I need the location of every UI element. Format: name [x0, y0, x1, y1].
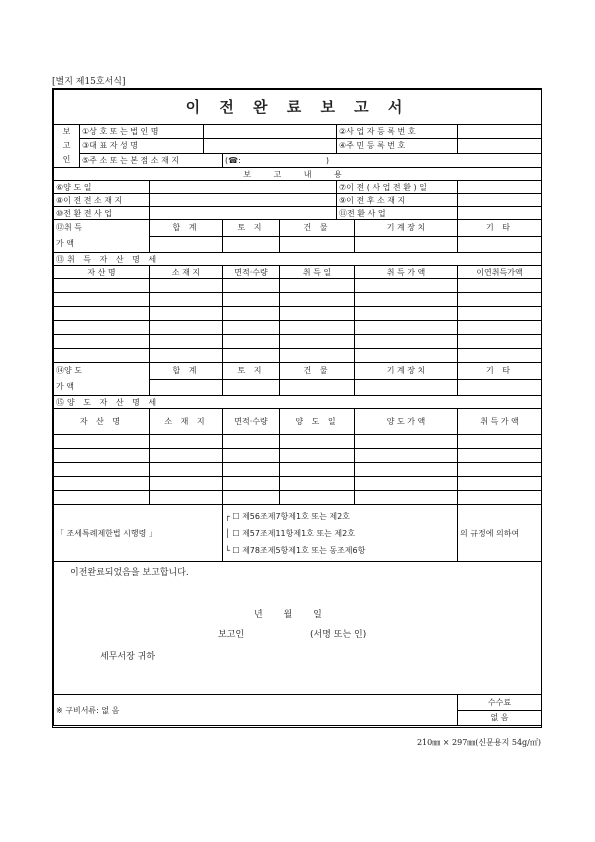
company-name-label: ①상 호 또 는 법 인 명 — [80, 125, 204, 139]
acq-col-building: 건 물 — [280, 220, 355, 237]
transfer-date-field[interactable] — [150, 181, 337, 194]
acq-total-field[interactable] — [150, 236, 223, 253]
checkbox-icon[interactable]: ┌ ☐ — [225, 511, 240, 521]
fee-label: 수수료 — [458, 695, 542, 711]
tr-other-field[interactable] — [458, 379, 542, 396]
relocation-date-field[interactable] — [458, 181, 542, 194]
address-label: ⑤주 소 또 는 본 점 소 재 지 — [80, 153, 223, 167]
tr-detail-col-acq-price: 취 득 가 액 — [458, 409, 542, 435]
acquired-assets-title: ⑬취 득 자 산 명 세 — [54, 253, 542, 266]
table-row — [54, 307, 542, 321]
table-row — [54, 335, 542, 349]
table-row — [54, 321, 542, 335]
new-location-label: ⑨이 전 후 소 재 지 — [337, 194, 458, 207]
tr-detail-col-date: 양 도 일 — [280, 409, 355, 435]
checkbox-icon[interactable]: └ ☐ — [225, 545, 240, 555]
tr-detail-col-area: 면적·수량 — [223, 409, 280, 435]
acquisition-price-label: ⑫취 득 가 액 — [54, 220, 150, 253]
prev-business-field[interactable] — [150, 207, 337, 220]
fee-value: 없 음 — [458, 710, 542, 726]
tr-detail-col-price: 양 도 가 액 — [355, 409, 458, 435]
law-option-1[interactable]: ┌ ☐ 제56조제7항제1호 또는 제2호 — [225, 511, 350, 521]
report-content-header: 보 고 내 용 — [54, 168, 542, 181]
converted-business-field[interactable] — [458, 207, 542, 220]
tr-detail-col-location: 소 재 지 — [150, 409, 223, 435]
tr-col-building: 건 물 — [280, 363, 355, 380]
prev-location-label: ⑧이 전 전 소 재 지 — [54, 194, 150, 207]
converted-business-label: ⑪전 환 사 업 — [337, 207, 458, 220]
company-name-field[interactable] — [204, 125, 337, 139]
tr-land-field[interactable] — [223, 379, 280, 396]
paper-spec: 210㎜ × 297㎜(신문용지 54g/㎡) — [416, 738, 541, 747]
address-field[interactable] — [223, 153, 542, 167]
resident-reg-label: ④주 민 등 록 번 호 — [337, 139, 458, 153]
relocation-date-label: ⑦이 전 ( 사 업 전 환 ) 일 — [337, 181, 458, 194]
closing-statement: 이전완료되었음을 보고합니다. — [70, 568, 189, 578]
acq-detail-col-price: 취 득 가 액 — [355, 266, 458, 279]
signature-field[interactable]: (서명 또는 인) — [310, 630, 367, 640]
law-options — [223, 505, 458, 562]
acq-other-field[interactable] — [458, 236, 542, 253]
resident-reg-field[interactable] — [458, 139, 542, 153]
acq-building-field[interactable] — [280, 236, 355, 253]
acq-col-total: 합 계 — [150, 220, 223, 237]
table-row — [54, 463, 542, 477]
reporter-sign-label: 보고인 — [218, 630, 245, 640]
law-option-3[interactable]: └ ☐ 제78조제5항제1호 또는 동조제6항 — [225, 545, 366, 555]
checkbox-icon[interactable]: │ ☐ — [225, 528, 240, 538]
acq-detail-col-date: 취 득 일 — [280, 266, 355, 279]
phone-label: (☎: — [225, 155, 241, 165]
prev-business-label: ⑩전 환 전 사 업 — [54, 207, 150, 220]
new-location-field[interactable] — [458, 194, 542, 207]
reporter-label: 보 고 인 — [54, 125, 80, 168]
phone-close: ) — [325, 155, 329, 165]
transferred-assets-title: ⑮양 도 자 산 명 세 — [54, 396, 542, 409]
table-row — [54, 491, 542, 505]
table-row — [54, 449, 542, 463]
acq-detail-col-asset: 자 산 명 — [54, 266, 150, 279]
representative-field[interactable] — [204, 139, 337, 153]
tr-building-field[interactable] — [280, 379, 355, 396]
tr-total-field[interactable] — [150, 379, 223, 396]
tr-col-land: 토 지 — [223, 363, 280, 380]
table-row — [54, 349, 542, 363]
law-reference-right: 의 규정에 의하여 — [458, 505, 542, 562]
acq-machinery-field[interactable] — [355, 236, 458, 253]
closing-area — [54, 562, 542, 695]
acq-col-land: 토 지 — [223, 220, 280, 237]
form-table — [53, 89, 542, 726]
addressee: 세무서장 귀하 — [100, 652, 156, 662]
table-row — [54, 477, 542, 491]
acq-col-other: 기 타 — [458, 220, 542, 237]
acq-land-field[interactable] — [223, 236, 280, 253]
transfer-price-label: ⑭양 도 가 액 — [54, 363, 150, 396]
acq-col-machinery: 기 계 장 치 — [355, 220, 458, 237]
representative-label: ③대 표 자 성 명 — [80, 139, 204, 153]
form-number: [별지 제15호서식] — [52, 77, 126, 87]
table-row — [54, 293, 542, 307]
tr-machinery-field[interactable] — [355, 379, 458, 396]
acq-detail-col-location: 소 재 지 — [150, 266, 223, 279]
report-form — [52, 88, 542, 728]
table-row — [54, 435, 542, 449]
tr-detail-col-asset: 자 산 명 — [54, 409, 150, 435]
tr-col-machinery: 기 계 장 치 — [355, 363, 458, 380]
attachments: ※ 구비서류: 없 음 — [54, 695, 458, 726]
tr-col-total: 합 계 — [150, 363, 223, 380]
prev-location-field[interactable] — [150, 194, 337, 207]
form-title: 이 전 완 료 보 고 서 — [54, 90, 542, 125]
date-line[interactable]: 년 월 일 — [254, 610, 322, 620]
tr-col-other: 기 타 — [458, 363, 542, 380]
law-option-2[interactable]: │ ☐ 제57조제11항제1호 또는 제2호 — [225, 528, 355, 538]
table-row — [54, 279, 542, 293]
acq-detail-col-deferred: 이연취득가액 — [458, 266, 542, 279]
law-reference-left: 「 조세특례제한법 시행령 」 — [54, 505, 223, 562]
business-reg-field[interactable] — [458, 125, 542, 139]
transfer-date-label: ⑥양 도 일 — [54, 181, 150, 194]
acq-detail-col-area: 면적·수량 — [223, 266, 280, 279]
business-reg-label: ②사 업 자 등 록 번 호 — [337, 125, 458, 139]
